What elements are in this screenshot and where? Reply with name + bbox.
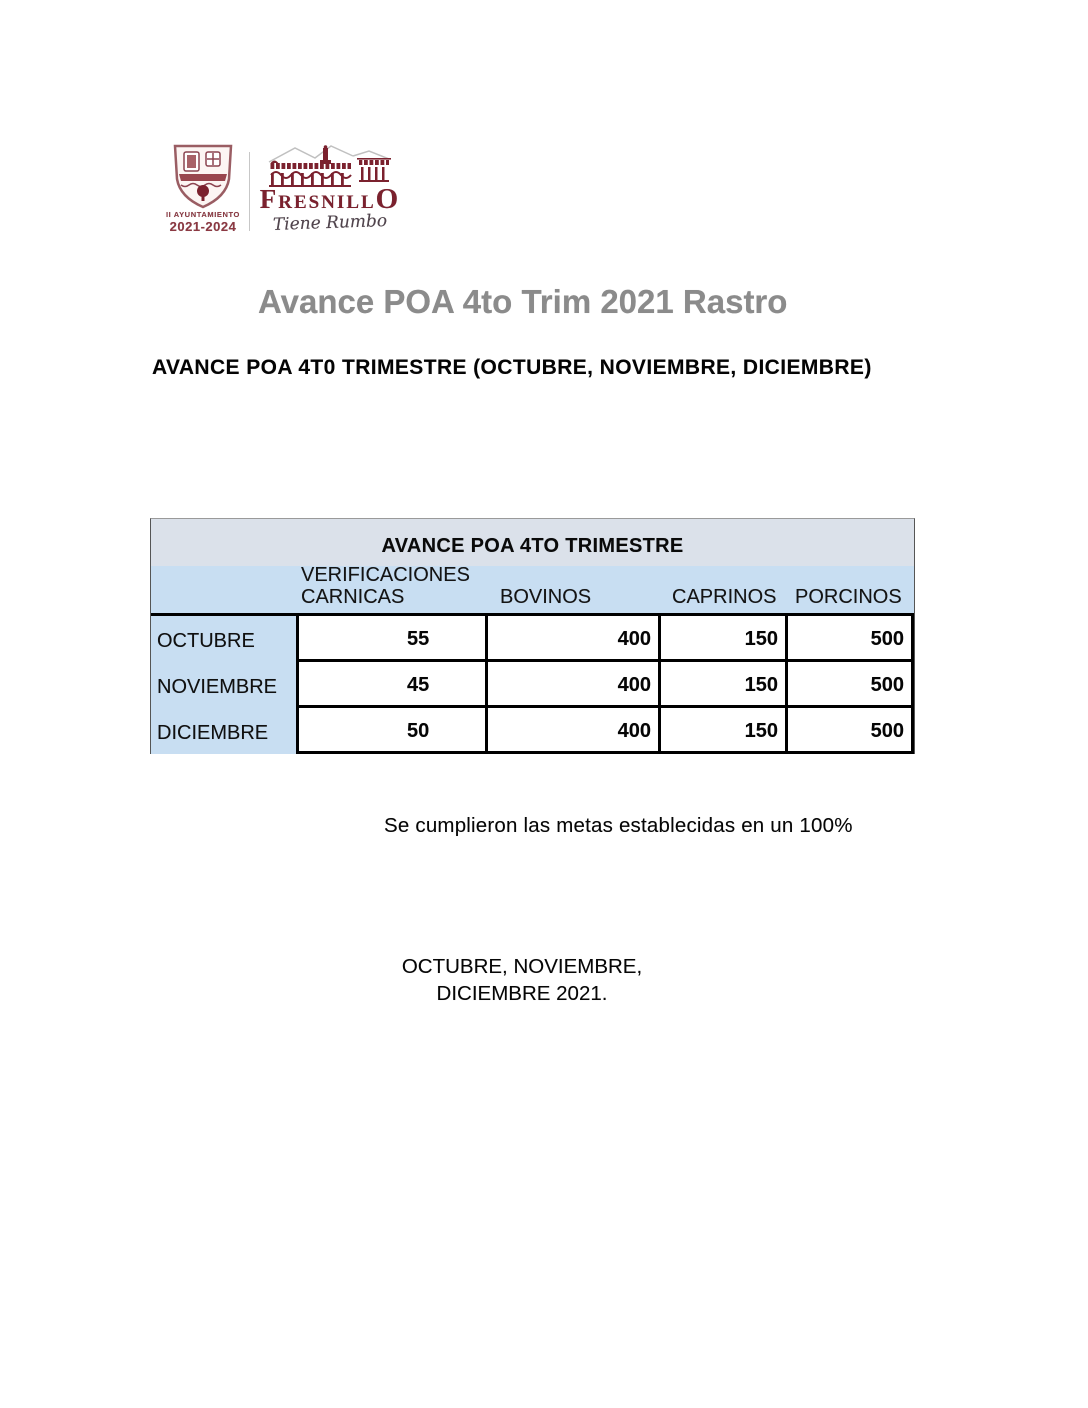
cell-verificaciones: 55 [296,616,488,662]
row-label-noviembre: NOVIEMBRE [151,662,296,708]
row-label-diciembre: DICIEMBRE [151,708,296,754]
cell-verificaciones: 45 [296,662,488,708]
table-body [151,613,914,754]
cell-porcinos: 500 [788,662,914,708]
period-footer [346,954,698,1007]
cell-bovinos: 400 [488,662,661,708]
cell-porcinos: 500 [788,708,914,754]
section-heading: AVANCE POA 4T0 TRIMESTRE (OCTUBRE, NOVIEMBRE, DICIEMBRE) [152,356,872,379]
brand-logo [254,144,406,233]
col-header-porcinos: PORCINOS [795,586,902,608]
crest-shield-icon [167,143,239,209]
period-footer-line1: OCTUBRE, NOVIEMBRE, [401,955,643,978]
cell-bovinos: 400 [488,708,661,754]
cell-verificaciones: 50 [296,708,488,754]
crest-caption: II AYUNTAMIENTO [165,210,240,219]
cell-caprinos: 150 [661,616,788,662]
col-header-verificaciones-carnicas: VERIFICACIONES CARNICAS [301,564,470,608]
page-title: Avance POA 4to Trim 2021 Rastro [258,283,788,320]
col-header-caprinos: CAPRINOS [672,586,777,608]
cell-bovinos: 400 [488,616,661,662]
brand-tagline: Tiene Rumbo [272,211,388,235]
crest-years: 2021-2024 [169,219,237,234]
cell-caprinos: 150 [661,708,788,754]
table-header-row [151,566,914,613]
poa-table [150,518,915,754]
results-note: Se cumplieron las metas establecidas en un 100% [384,814,853,837]
municipal-crest [162,143,244,234]
row-label-octubre: OCTUBRE [151,616,296,662]
brand-wordmark: FRESNILLO [259,183,401,215]
table-title: AVANCE POA 4TO TRIMESTRE [151,519,914,566]
period-footer-line2: DICIEMBRE 2021. [436,981,608,1005]
cell-porcinos: 500 [788,616,914,662]
col-header-bovinos: BOVINOS [500,586,592,608]
logo-divider [249,152,250,231]
cell-caprinos: 150 [661,662,788,708]
